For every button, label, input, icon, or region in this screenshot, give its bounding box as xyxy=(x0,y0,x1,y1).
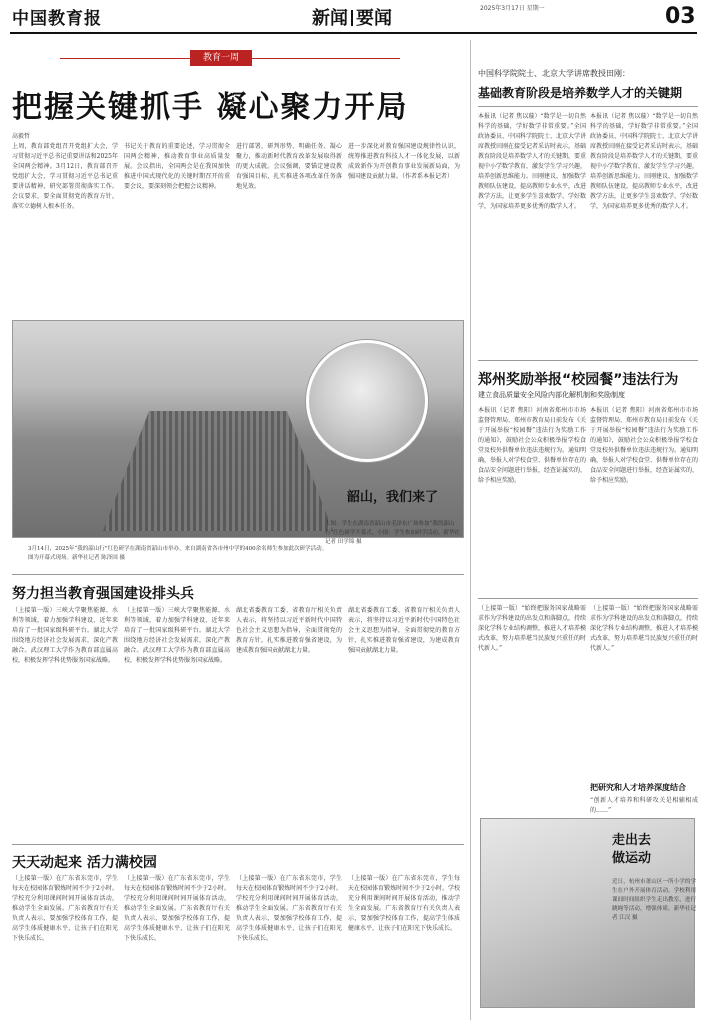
divider xyxy=(478,360,698,361)
inset-photo xyxy=(306,340,428,462)
masthead-meta: 2025年3月17日 星期一 xyxy=(480,5,545,12)
sports-title-line-1: 走出去 xyxy=(612,833,652,848)
paper-name: 中国教育报 xyxy=(12,9,102,29)
right-mid-subtitle: 建立食品质量安全风险内部化解机制和奖励制度 xyxy=(478,391,625,399)
right-mid-headline[interactable]: 郑州奖励举报“校园餐”违法行为 xyxy=(478,372,679,388)
bottom-left-col-3: （上接第一版）在广东省东莞市，学生每天在校园体育锻炼时间不少于2小时。学校充分利用课间时间开展体育活动，推动学生全面发展。广东省教育厅有关负责人表示，要加强学校体育工作，提高学生体质健康水平，让孩子们在阳光下快乐成长。 xyxy=(236,875,342,942)
mid-left-headline[interactable]: 努力担当教育强国建设排头兵 xyxy=(12,586,194,602)
crowd-image xyxy=(103,411,333,531)
right-top-headline[interactable]: 基础教育阶段是培养数学人才的关键期 xyxy=(478,86,683,100)
column-rule xyxy=(470,40,471,1020)
right-top-kicker: 中国科学院院士、北京大学讲席教授田刚： xyxy=(478,69,630,78)
right-cont-col-2: （上接第一版）“始终把服务国家战略需求作为学科建设的出发点和落脚点，持续深化学科专业结构调整，推进人才培养模式改革，努力培养堪当民族复兴重任的时代新人。” xyxy=(590,605,698,652)
section-name: 新闻 xyxy=(312,8,348,29)
mid-left-col-2: （上接第一版）三峡大学聚焦能源、水利等领域，着力加强学科建设，近年来培育了一批国家级科研平台。湖北大学围绕地方经济社会发展需求，深化产教融合。武汉理工大学作为教育部直属高校，积极发挥学科优势服务国家战略。 xyxy=(124,607,230,664)
inset-photo-title: 韶山，我们来了 xyxy=(347,490,439,505)
lead-col-4: 进一步深化对教育强国建设规律性认识，统筹推进教育科技人才一体化发展，以新成效新作为开创教育事业发展新局面，为强国建设贡献力量。（作者系本报记者） xyxy=(348,143,460,180)
lead-col-2: 书记关于教育的重要论述，学习贯彻全国两会精神，推动教育事业高质量发展。会议指出，全国两会是在我国加快推进中国式现代化的关键时期召开的重要会议，要深刻领会把握会议精神。 xyxy=(124,143,230,190)
bottom-left-col-4: （上接第一版）在广东省东莞市，学生每天在校园体育锻炼时间不少于2小时。学校充分利用课间时间开展体育活动，推动学生全面发展。广东省教育厅有关负责人表示，要加强学校体育工作，提高学生体质健康水平，让孩子们在阳光下快乐成长。 xyxy=(348,875,460,932)
bottom-left-headline[interactable]: 天天动起来 活力满校园 xyxy=(12,855,157,871)
page-number: 03 xyxy=(665,4,696,29)
photo-caption: 3月14日，2025年“我的韶山行”红色研学在湖南省韶山市举办，来自湖南省各市州中学的400余名师生参加此次研学活动。图为开幕式现场。新华社记者 陈泽国 摄 xyxy=(28,546,328,561)
mid-left-col-3: 湖北省委教育工委、省教育厅相关负责人表示，将坚持以习近平新时代中国特色社会主义思想为指导，全面贯彻党的教育方针，扎实推进教育强省建设，为建成教育强国贡献湖北力量。 xyxy=(236,607,342,654)
top-rule xyxy=(10,32,697,34)
lead-col-3: 进行部署，研判形势、明确任务、凝心聚力，推动新时代教育改革发展取得新的更大成就。会议强调，要锚定建设教育强国目标，扎实推进各项改革任务落地见效。 xyxy=(236,143,342,190)
section-sub: 要闻 xyxy=(356,8,392,29)
divider xyxy=(12,844,464,845)
lead-byline: 高毅哲 xyxy=(12,133,31,140)
section-divider xyxy=(351,10,353,26)
right-mid-col-1: 本报讯（记者 焦阳）河南省郑州市市场监督管理局、郑州市教育局日前发布《关于开展举报“校园餐”违法行为奖励工作的通知》，鼓励社会公众积极举报学校食堂及校外供餐单位违法违规行为。通知明确，举报人对学校食堂、供餐单位存在的食品安全问题进行举报，经查证属实的，给予相应奖励。 xyxy=(478,407,586,484)
bottom-left-col-2: （上接第一版）在广东省东莞市，学生每天在校园体育锻炼时间不少于2小时。学校充分利用课间时间开展体育活动，推动学生全面发展。广东省教育厅有关负责人表示，要加强学校体育工作，提高学生体质健康水平，让孩子们在阳光下快乐成长。 xyxy=(124,875,230,942)
section-title xyxy=(312,4,392,30)
mid-left-col-1: （上接第一版）三峡大学聚焦能源、水利等领域，着力加强学科建设，近年来培育了一批国家级科研平台。湖北大学围绕地方经济社会发展需求，深化产教融合。武汉理工大学作为教育部直属高校，积极发挥学科优势服务国家战略。 xyxy=(12,607,118,664)
divider xyxy=(12,574,464,575)
divider xyxy=(478,598,698,599)
right-cont-heading: 把研究和人才培养深度结合 xyxy=(590,783,686,792)
right-top-col-1: 本报讯（记者 焦以璇）“数学是一切自然科学的基础，学好数学非常重要。”全国政协委员、中国科学院院士、北京大学讲席教授田刚在接受记者采访时表示，基础教育阶段是培养数学人才的关键期，要重视中小学数学教育，激发学生学习兴趣，培养创新思维能力。田刚建议，加强数学教师队伍建设，提高教师专业水平，改进教学方法，让更多学生喜欢数学、学好数学，为国家培养更多优秀的数学人才。 xyxy=(478,113,586,210)
bottom-left-col-1: （上接第一版）在广东省东莞市，学生每天在校园体育锻炼时间不少于2小时。学校充分利用课间时间开展体育活动，推动学生全面发展。广东省教育厅有关负责人表示，要加强学校体育工作，提高学生体质健康水平，让孩子们在阳光下快乐成长。 xyxy=(12,875,118,942)
sports-title-line-2: 做运动 xyxy=(612,851,652,866)
photo-side-caption: 大图：学生在湖南省韶山市毛泽东广场参加“我的韶山行”红色研学开幕式。小图：学生参加研学活动。新华社记者 田学锦 摄 xyxy=(325,521,460,545)
right-top-col-2: 本报讯（记者 焦以璇）“数学是一切自然科学的基础，学好数学非常重要。”全国政协委员、中国科学院院士、北京大学讲席教授田刚在接受记者采访时表示，基础教育阶段是培养数学人才的关键期，要重视中小学数学教育，激发学生学习兴趣，培养创新思维能力。田刚建议，加强数学教师队伍建设，提高教师专业水平，改进教学方法，让更多学生喜欢数学、学好数学，为国家培养更多优秀的数学人才。 xyxy=(590,113,698,210)
sports-photo-caption: 近日，杭州市萧山区一所小学的学生在户外开展体育活动。学校利用课间时间组织学生走出教室，进行跳绳等活动，增强体质。新华社记者 江汉 摄 xyxy=(612,879,696,921)
sports-photo-title xyxy=(612,832,651,868)
divider xyxy=(478,106,698,107)
lead-kicker: 教育一周 xyxy=(190,50,252,66)
right-cont-sub: “创新人才培养和科研攻关是相辅相成的……” xyxy=(590,797,698,814)
right-cont-col-1: （上接第一版）“始终把服务国家战略需求作为学科建设的出发点和落脚点，持续深化学科专业结构调整，推进人才培养模式改革，努力培养堪当民族复兴重任的时代新人。” xyxy=(478,605,586,652)
lead-headline[interactable]: 把握关键抓手 凝心聚力开局 xyxy=(12,90,409,125)
lead-col-1: 上周，教育部党组召开党组扩大会，学习贯彻习近平总书记重要讲话和2025年全国两会精神。3月12日，教育部召开党组扩大会，学习贯彻习近平总书记重要讲话精神，研究部署贯彻落实工作。会议要求，要全面贯彻党的教育方针，落实立德树人根本任务。 xyxy=(12,143,118,210)
mid-left-col-4: 湖北省委教育工委、省教育厅相关负责人表示，将坚持以习近平新时代中国特色社会主义思想为指导，全面贯彻党的教育方针，扎实推进教育强省建设，为建成教育强国贡献湖北力量。 xyxy=(348,607,460,654)
right-mid-col-2: 本报讯（记者 焦阳）河南省郑州市市场监督管理局、郑州市教育局日前发布《关于开展举报“校园餐”违法行为奖励工作的通知》，鼓励社会公众积极举报学校食堂及校外供餐单位违法违规行为。通知明确，举报人对学校食堂、供餐单位存在的食品安全问题进行举报，经查证属实的，给予相应奖励。 xyxy=(590,407,698,484)
masthead xyxy=(0,0,707,34)
